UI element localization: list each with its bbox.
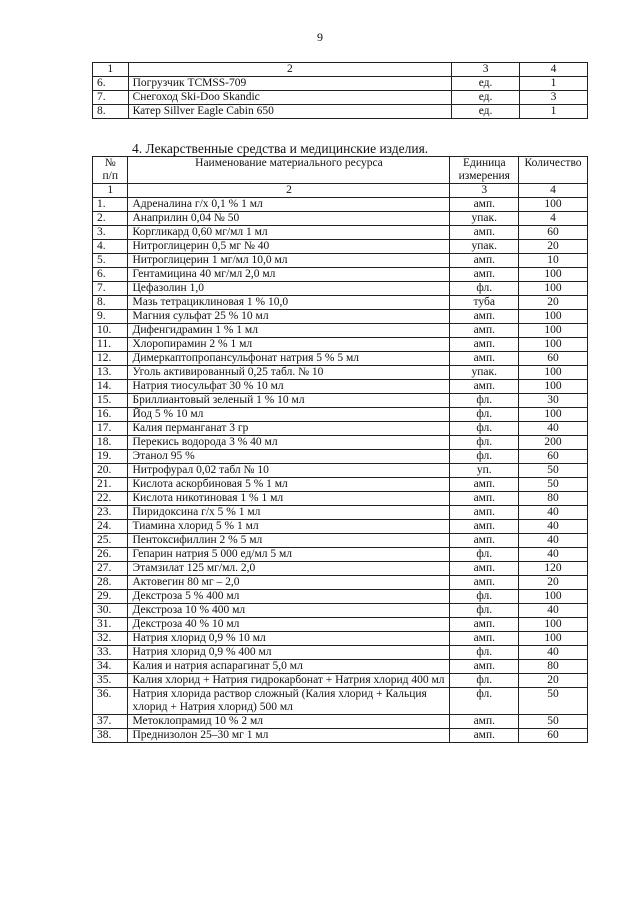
table-row xyxy=(93,646,588,660)
row-number: 12. xyxy=(93,352,128,366)
column-number: 3 xyxy=(452,63,520,77)
row-number: 16. xyxy=(93,408,128,422)
item-unit: фл. xyxy=(450,548,519,562)
item-unit: амп. xyxy=(450,226,519,240)
column-header-quantity: Количество xyxy=(519,157,588,184)
table-row xyxy=(93,450,588,464)
item-name: Кислота никотиновая 1 % 1 мл xyxy=(128,492,450,506)
row-number: 38. xyxy=(93,729,128,743)
row-number: 30. xyxy=(93,604,128,618)
item-unit: амп. xyxy=(450,520,519,534)
row-number: 6. xyxy=(93,268,128,282)
column-header-name: Наименование материального ресурса xyxy=(128,157,450,184)
row-number: 10. xyxy=(93,324,128,338)
column-number: 2 xyxy=(128,184,450,198)
row-number: 35. xyxy=(93,674,128,688)
item-name: Натрия хлорида раствор сложный (Калия хлорид + Кальция хлорид + Натрия хлорид) 500 мл xyxy=(128,688,450,715)
column-number: 3 xyxy=(450,184,519,198)
row-number: 8. xyxy=(93,105,129,119)
table-row xyxy=(93,240,588,254)
item-name: Хлоропирамин 2 % 1 мл xyxy=(128,338,450,352)
item-name: Калия и натрия аспарагинат 5,0 мл xyxy=(128,660,450,674)
item-name: Нитрофурал 0,02 табл № 10 xyxy=(128,464,450,478)
table-row xyxy=(93,506,588,520)
item-name: Анаприлин 0,04 № 50 xyxy=(128,212,450,226)
item-name: Тиамина хлорид 5 % 1 мл xyxy=(128,520,450,534)
item-name: Декстроза 10 % 400 мл xyxy=(128,604,450,618)
item-quantity: 120 xyxy=(519,562,588,576)
item-quantity: 100 xyxy=(519,408,588,422)
table-row xyxy=(93,254,588,268)
table-row xyxy=(93,226,588,240)
item-quantity: 100 xyxy=(519,338,588,352)
column-number: 1 xyxy=(93,63,129,77)
item-unit: амп. xyxy=(450,562,519,576)
table-row xyxy=(93,534,588,548)
item-quantity: 100 xyxy=(519,618,588,632)
row-number: 17. xyxy=(93,422,128,436)
row-number: 24. xyxy=(93,520,128,534)
table-header-row xyxy=(93,157,588,184)
table-row xyxy=(93,618,588,632)
table-row xyxy=(93,105,588,119)
item-quantity: 40 xyxy=(519,604,588,618)
table-row xyxy=(93,688,588,715)
table-row xyxy=(93,478,588,492)
item-unit: амп. xyxy=(450,506,519,520)
item-quantity: 100 xyxy=(519,324,588,338)
row-number: 8. xyxy=(93,296,128,310)
item-unit: ед. xyxy=(452,105,520,119)
page-number: 9 xyxy=(317,30,323,44)
item-quantity: 100 xyxy=(519,268,588,282)
section-title: 4. Лекарственные средства и медицинские изделия. xyxy=(132,141,429,156)
row-number: 13. xyxy=(93,366,128,380)
row-number: 2. xyxy=(93,212,128,226)
table-row xyxy=(93,91,588,105)
item-name: Калия хлорид + Натрия гидрокарбонат + Натрия хлорид 400 мл xyxy=(128,674,450,688)
item-name: Бриллиантовый зеленый 1 % 10 мл xyxy=(128,394,450,408)
item-name: Йод 5 % 10 мл xyxy=(128,408,450,422)
item-unit: фл. xyxy=(450,422,519,436)
item-unit: амп. xyxy=(450,534,519,548)
item-name: Натрия хлорид 0,9 % 400 мл xyxy=(128,646,450,660)
table-row xyxy=(93,198,588,212)
row-number: 20. xyxy=(93,464,128,478)
table-row xyxy=(93,548,588,562)
column-number: 4 xyxy=(519,184,588,198)
table-row xyxy=(93,366,588,380)
item-unit: фл. xyxy=(450,590,519,604)
item-quantity: 20 xyxy=(519,240,588,254)
item-quantity: 1 xyxy=(520,105,588,119)
item-unit: амп. xyxy=(450,576,519,590)
item-unit: фл. xyxy=(450,604,519,618)
item-quantity: 20 xyxy=(519,296,588,310)
item-quantity: 40 xyxy=(519,534,588,548)
table-row xyxy=(93,660,588,674)
table-row xyxy=(93,408,588,422)
column-number: 4 xyxy=(520,63,588,77)
item-name: Перекись водорода 3 % 40 мл xyxy=(128,436,450,450)
item-unit: уп. xyxy=(450,464,519,478)
item-quantity: 20 xyxy=(519,576,588,590)
item-quantity: 40 xyxy=(519,506,588,520)
row-number: 25. xyxy=(93,534,128,548)
item-name: Кислота аскорбиновая 5 % 1 мл xyxy=(128,478,450,492)
item-unit: амп. xyxy=(450,632,519,646)
item-quantity: 40 xyxy=(519,646,588,660)
table-row xyxy=(93,590,588,604)
item-quantity: 100 xyxy=(519,310,588,324)
item-unit: амп. xyxy=(450,715,519,729)
table-row xyxy=(93,729,588,743)
table-row xyxy=(93,212,588,226)
item-name: Гепарин натрия 5 000 ед/мл 5 мл xyxy=(128,548,450,562)
item-quantity: 50 xyxy=(519,715,588,729)
item-quantity: 1 xyxy=(520,77,588,91)
item-name: Цефазолин 1,0 xyxy=(128,282,450,296)
table-row xyxy=(93,282,588,296)
column-numbers-row xyxy=(93,184,588,198)
medicines-table xyxy=(92,156,588,743)
table-row xyxy=(93,632,588,646)
item-name: Катер Sillver Eagle Cabin 650 xyxy=(128,105,451,119)
item-quantity: 100 xyxy=(519,198,588,212)
item-quantity: 4 xyxy=(519,212,588,226)
item-quantity: 60 xyxy=(519,729,588,743)
item-unit: фл. xyxy=(450,408,519,422)
item-unit: фл. xyxy=(450,646,519,660)
table-row xyxy=(93,520,588,534)
item-unit: фл. xyxy=(450,450,519,464)
item-quantity: 10 xyxy=(519,254,588,268)
row-number: 28. xyxy=(93,576,128,590)
item-unit: ед. xyxy=(452,91,520,105)
item-unit: ед. xyxy=(452,77,520,91)
item-unit: амп. xyxy=(450,254,519,268)
row-number: 32. xyxy=(93,632,128,646)
row-number: 14. xyxy=(93,380,128,394)
row-number: 15. xyxy=(93,394,128,408)
item-quantity: 80 xyxy=(519,492,588,506)
row-number: 29. xyxy=(93,590,128,604)
item-unit: амп. xyxy=(450,198,519,212)
item-unit: туба xyxy=(450,296,519,310)
item-quantity: 50 xyxy=(519,688,588,715)
table-row xyxy=(93,77,588,91)
item-quantity: 200 xyxy=(519,436,588,450)
row-number: 1. xyxy=(93,198,128,212)
item-name: Уголь активированный 0,25 табл. № 10 xyxy=(128,366,450,380)
table-row xyxy=(93,576,588,590)
row-number: 19. xyxy=(93,450,128,464)
row-number: 9. xyxy=(93,310,128,324)
item-name: Пиридоксина г/х 5 % 1 мл xyxy=(128,506,450,520)
item-name: Пентоксифиллин 2 % 5 мл xyxy=(128,534,450,548)
row-number: 5. xyxy=(93,254,128,268)
table-row xyxy=(93,324,588,338)
item-name: Погрузчик TCMSS-709 xyxy=(128,77,451,91)
item-unit: фл. xyxy=(450,674,519,688)
row-number: 36. xyxy=(93,688,128,715)
row-number: 37. xyxy=(93,715,128,729)
item-unit: упак. xyxy=(450,240,519,254)
table-row xyxy=(93,352,588,366)
item-quantity: 20 xyxy=(519,674,588,688)
item-unit: амп. xyxy=(450,478,519,492)
row-number: 7. xyxy=(93,91,129,105)
item-quantity: 60 xyxy=(519,352,588,366)
item-unit: амп. xyxy=(450,492,519,506)
column-number: 2 xyxy=(128,63,451,77)
item-quantity: 40 xyxy=(519,548,588,562)
item-quantity: 50 xyxy=(519,464,588,478)
table-row xyxy=(93,492,588,506)
item-name: Снегоход Ski-Doo Skandic xyxy=(128,91,451,105)
item-unit: амп. xyxy=(450,380,519,394)
row-number: 27. xyxy=(93,562,128,576)
item-name: Димеркаптопропансульфонат натрия 5 % 5 мл xyxy=(128,352,450,366)
item-name: Калия перманганат 3 гр xyxy=(128,422,450,436)
item-quantity: 100 xyxy=(519,632,588,646)
item-name: Преднизолон 25–30 мг 1 мл xyxy=(128,729,450,743)
item-name: Декстроза 5 % 400 мл xyxy=(128,590,450,604)
item-name: Магния сульфат 25 % 10 мл xyxy=(128,310,450,324)
table-row xyxy=(93,310,588,324)
row-number: 23. xyxy=(93,506,128,520)
row-number: 4. xyxy=(93,240,128,254)
item-unit: упак. xyxy=(450,366,519,380)
item-name: Коргликард 0,60 мг/мл 1 мл xyxy=(128,226,450,240)
table-row xyxy=(93,268,588,282)
table-row xyxy=(93,562,588,576)
table-row xyxy=(93,436,588,450)
row-number: 31. xyxy=(93,618,128,632)
row-number: 33. xyxy=(93,646,128,660)
item-quantity: 100 xyxy=(519,366,588,380)
row-number: 11. xyxy=(93,338,128,352)
row-number: 22. xyxy=(93,492,128,506)
item-unit: амп. xyxy=(450,268,519,282)
row-number: 34. xyxy=(93,660,128,674)
item-unit: амп. xyxy=(450,310,519,324)
item-unit: упак. xyxy=(450,212,519,226)
item-quantity: 50 xyxy=(519,478,588,492)
item-unit: амп. xyxy=(450,352,519,366)
table-row xyxy=(93,380,588,394)
table-row xyxy=(93,394,588,408)
item-quantity: 100 xyxy=(519,282,588,296)
item-unit: фл. xyxy=(450,688,519,715)
table-row xyxy=(93,715,588,729)
item-name: Нитроглицерин 0,5 мг № 40 xyxy=(128,240,450,254)
table-row xyxy=(93,464,588,478)
item-quantity: 100 xyxy=(519,590,588,604)
item-quantity: 40 xyxy=(519,520,588,534)
item-name: Метоклопрамид 10 % 2 мл xyxy=(128,715,450,729)
item-quantity: 60 xyxy=(519,450,588,464)
item-unit: фл. xyxy=(450,436,519,450)
item-unit: амп. xyxy=(450,324,519,338)
item-name: Дифенгидрамин 1 % 1 мл xyxy=(128,324,450,338)
item-quantity: 100 xyxy=(519,380,588,394)
item-name: Декстроза 40 % 10 мл xyxy=(128,618,450,632)
item-name: Натрия тиосульфат 30 % 10 мл xyxy=(128,380,450,394)
item-unit: амп. xyxy=(450,618,519,632)
item-unit: амп. xyxy=(450,338,519,352)
item-name: Этанол 95 % xyxy=(128,450,450,464)
item-name: Гентамицина 40 мг/мл 2,0 мл xyxy=(128,268,450,282)
row-number: 6. xyxy=(93,77,129,91)
item-unit: фл. xyxy=(450,394,519,408)
item-quantity: 60 xyxy=(519,226,588,240)
table-row xyxy=(93,674,588,688)
item-unit: амп. xyxy=(450,729,519,743)
table-row xyxy=(93,422,588,436)
item-quantity: 40 xyxy=(519,422,588,436)
item-name: Мазь тетрациклиновая 1 % 10,0 xyxy=(128,296,450,310)
item-name: Нитроглицерин 1 мг/мл 10,0 мл xyxy=(128,254,450,268)
item-name: Натрия хлорид 0,9 % 10 мл xyxy=(128,632,450,646)
table-row xyxy=(93,296,588,310)
column-number: 1 xyxy=(93,184,128,198)
column-header-number: № п/п xyxy=(93,157,128,184)
column-header-unit: Единица измерения xyxy=(450,157,519,184)
item-name: Адреналина г/х 0,1 % 1 мл xyxy=(128,198,450,212)
row-number: 18. xyxy=(93,436,128,450)
column-numbers-row xyxy=(93,63,588,77)
equipment-table-continued xyxy=(92,62,588,119)
item-unit: фл. xyxy=(450,282,519,296)
item-quantity: 30 xyxy=(519,394,588,408)
table-row xyxy=(93,604,588,618)
row-number: 26. xyxy=(93,548,128,562)
table-row xyxy=(93,338,588,352)
item-unit: амп. xyxy=(450,660,519,674)
item-name: Этамзилат 125 мг/мл. 2,0 xyxy=(128,562,450,576)
row-number: 7. xyxy=(93,282,128,296)
row-number: 21. xyxy=(93,478,128,492)
item-quantity: 3 xyxy=(520,91,588,105)
item-quantity: 80 xyxy=(519,660,588,674)
row-number: 3. xyxy=(93,226,128,240)
item-name: Актовегин 80 мг – 2,0 xyxy=(128,576,450,590)
